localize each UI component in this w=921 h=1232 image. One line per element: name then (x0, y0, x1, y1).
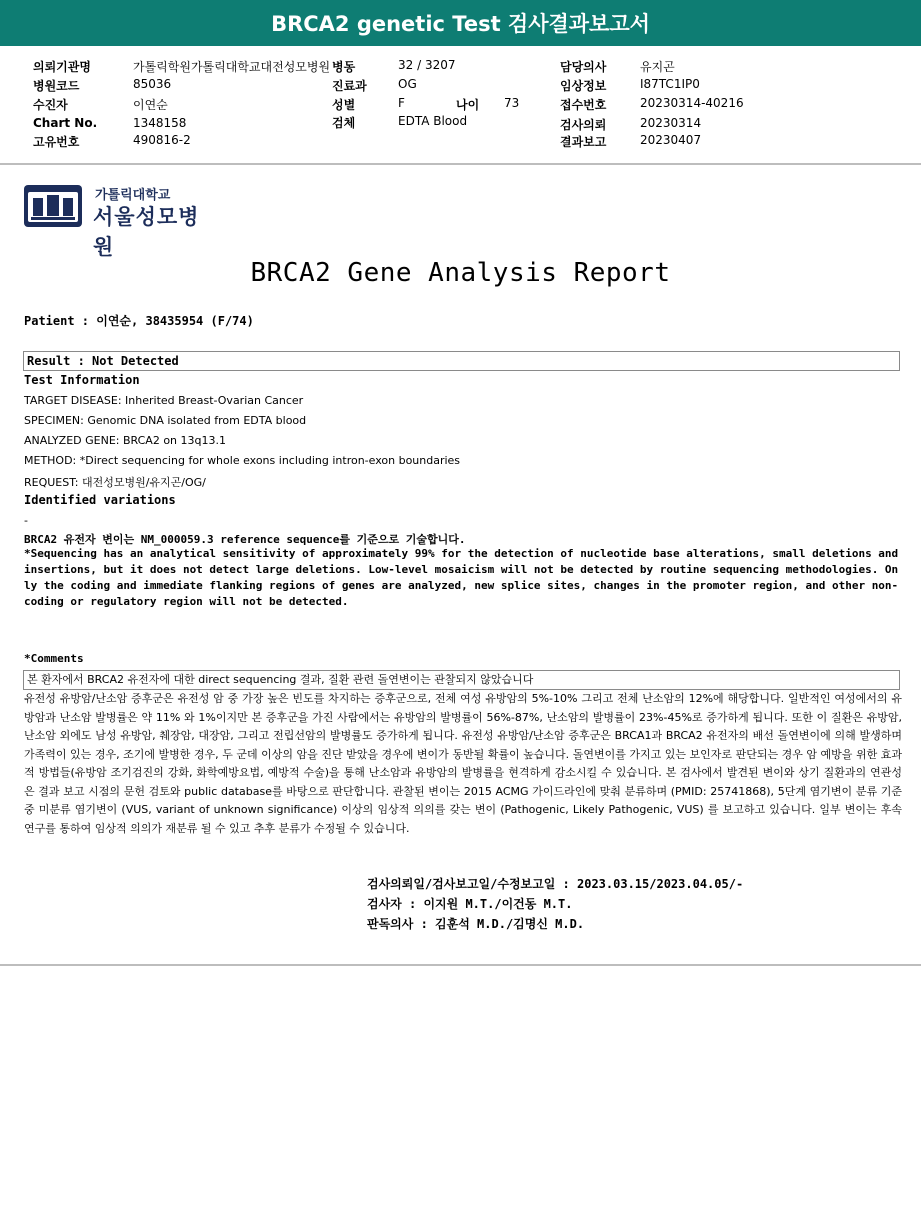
logo-hospital-text: 서울성모병원 (93, 205, 200, 259)
report-date-value: 20230407 (640, 133, 702, 147)
report-date-label: 결과보고 (560, 135, 607, 149)
analyzed-gene: ANALYZED GENE: BRCA2 on 13q13.1 (24, 434, 226, 447)
receipt-value: 20230314-40216 (640, 96, 744, 110)
logo-university-text: 가톨릭대학교 (95, 188, 171, 203)
ward-value: 32 / 3207 (398, 58, 456, 72)
sign-tester: 검사자 : 이지원 M.T./이건동 M.T. (367, 897, 573, 911)
doctor-value: 유지곤 (640, 60, 675, 74)
identified-heading: Identified variations (24, 493, 176, 507)
request-line: REQUEST: 대전성모병원/유지곤/OG/ (24, 476, 206, 489)
patient-line: Patient : 이연순, 38435954 (F/74) (24, 314, 254, 328)
sequencing-note: *Sequencing has an analytical sensitivity of approximately 99% for the detection of nucleotide base alterations, small deletions and insertions, but it does not detect large deletions. Low-level mosaicism will not be detected by routine sequencing methodologies. Only the coding and immediate flanking regions of genes are analyzed, new splice sites, changes in the promoter region, and other non-coding or regulatory region will not be detected. (24, 547, 899, 608)
patient-header (0, 50, 921, 162)
age-value: 73 (504, 96, 520, 110)
patient-label: 수진자 (33, 98, 68, 112)
reference-note: BRCA2 유전자 변이는 NM_000059.3 reference sequence를 기준으로 기술합니다. (24, 533, 466, 546)
report-heading: BRCA2 Gene Analysis Report (250, 258, 671, 288)
result-box: Result : Not Detected (23, 351, 900, 371)
target-disease: TARGET DISEASE: Inherited Breast-Ovarian Cancer (24, 394, 304, 407)
dept-label: 진료과 (332, 79, 367, 93)
specimen-label: 검체 (332, 116, 356, 130)
patient-value: 이연순 (133, 98, 168, 112)
sex-value: F (398, 96, 405, 110)
clinical-value: I87TC1IP0 (640, 77, 700, 91)
header-divider (0, 163, 921, 165)
report-title-bar: BRCA2 genetic Test 검사결과보고서 (0, 0, 921, 46)
sign-director: 판독의사 : 김훈석 M.D./김명신 M.D. (367, 917, 585, 931)
method-line: METHOD: *Direct sequencing for whole exons including intron-exon boundaries (24, 454, 461, 467)
doctor-label: 담당의사 (560, 60, 607, 74)
ward-label: 병동 (332, 60, 356, 74)
comment-body: 유전성 유방암/난소암 증후군은 유전성 암 중 가장 높은 빈도를 차지하는 증후군으로, 전체 여성 유방암의 5%-10% 그리고 전체 난소암의 12%에 해당합니다. 일반적인 여성에서의 유방암과 난소암 발병률은 약 11% 와 1%이지만 본 증후군을 가진 사람에서는 유방암의 발병률이 56%-87%, 난소암의 발병률이 23%-45%로 증가하게 됩니다. 또한 이 질환은 유방암, 난소암 외에도 남성 유방암, 췌장암, 대장암, 그리고 전립선암의 발병률도 증가하게 됩니다. 유전성 유방암/난소암 증후군은 BRCA1과 BRCA2 유전자의 배선 돌연변이에 의해 발생하며 가족력이 있는 경우, 조기에 발병한 경우, 두 군데 이상의 암을 진단 받았을 경우에 변이가 동반될 확률이 높습니다. 돌연변이를 가지고 있는 보인자로 판단되는 경우 암 예방을 위한 효과적 방법들(유방암 조기검진의 강화, 화학예방요법, 예방적 수술)을 통해 난소암과 유방암의 발병률을 현격하게 감소시킬 수 있습니다. 본 검사에서 발견된 변이와 상기 질환과의 연관성은 결과 보고 시점의 문헌 검토와 public database를 바탕으로 판단합니다. 관찰된 변이는 2015 ACMG 가이드라인에 맞춰 분류하며 (PMID: 25741868), 5단계 염기변이 분류 기준 중 미분류 염기변이 (VUS, variant of unknown significance) 이상의 임상적 의의를 갖는 변이 (Pathogenic, Likely Pathogenic, VUS) 를 보고하고 있습니다. 일부 변이는 후속 연구를 통하여 임상적 의의가 재분류 될 수 있고 추후 분류가 수정될 수 있습니다. (24, 692, 902, 835)
dept-value: OG (398, 77, 417, 91)
test-info-heading: Test Information (24, 373, 140, 387)
hospital-logo (23, 184, 213, 259)
comments-heading: *Comments (24, 652, 84, 665)
unique-value: 490816-2 (133, 133, 191, 147)
specimen-value: EDTA Blood (398, 114, 468, 128)
chart-label: Chart No. (33, 116, 98, 130)
hospital-code-label: 병원코드 (33, 79, 80, 93)
institution-value: 가톨릭학원가톨릭대학교대전성모병원 (133, 60, 331, 74)
hospital-code-value: 85036 (133, 77, 172, 91)
hospital-seal-icon (23, 184, 83, 228)
age-label: 나이 (456, 98, 480, 112)
request-date-value: 20230314 (640, 116, 702, 130)
unique-label: 고유번호 (33, 135, 80, 149)
sex-label: 성별 (332, 98, 356, 112)
receipt-label: 접수번호 (560, 98, 607, 112)
identified-value: - (24, 514, 28, 527)
sign-dates: 검사의뢰일/검사보고일/수정보고일 : 2023.03.15/2023.04.05/- (367, 877, 744, 891)
specimen-line: SPECIMEN: Genomic DNA isolated from EDTA blood (24, 414, 307, 427)
clinical-label: 임상정보 (560, 79, 607, 93)
comment-summary-box: 본 환자에서 BRCA2 유전자에 대한 direct sequencing 결과, 질환 관련 돌연변이는 관찰되지 않았습니다 (23, 670, 900, 690)
request-date-label: 검사의뢰 (560, 118, 607, 132)
institution-label: 의뢰기관명 (33, 60, 91, 74)
chart-value: 1348158 (133, 116, 187, 130)
footer-divider (0, 964, 921, 966)
